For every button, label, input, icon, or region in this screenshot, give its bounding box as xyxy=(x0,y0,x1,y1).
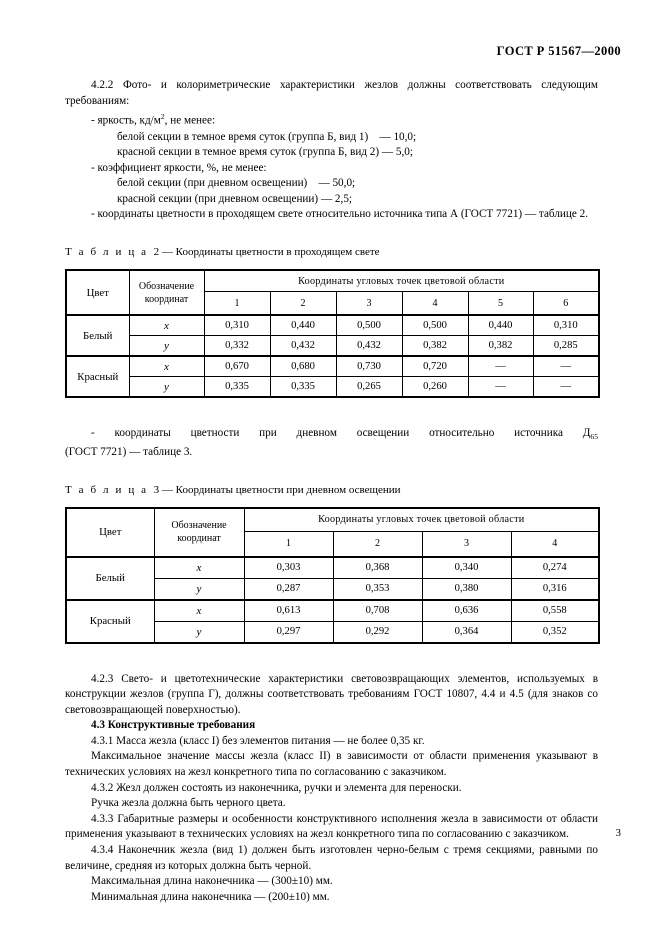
table-3-cell: 0,380 xyxy=(422,578,511,600)
table-2-cell: 0,285 xyxy=(533,336,599,357)
table-3-cell: 0,558 xyxy=(511,600,599,622)
table-row xyxy=(66,356,599,377)
table-2-cell: 0,310 xyxy=(533,315,599,336)
table-3-row-axis: y xyxy=(154,578,244,600)
table-chromaticity-daylight xyxy=(65,507,600,644)
table-2-cell: 0,335 xyxy=(204,377,270,398)
bullet-brightness-text: - яркость, кд/м xyxy=(91,114,161,127)
table-3-header-color: Цвет xyxy=(66,508,154,557)
table-3-header-designation xyxy=(154,508,244,557)
table-3-cell: 0,297 xyxy=(244,621,333,643)
table-3-caption-label: Т а б л и ц а xyxy=(65,483,149,496)
document-body xyxy=(65,78,598,905)
table-2-col-index: 5 xyxy=(468,292,533,316)
table-2-cell: 0,260 xyxy=(402,377,468,398)
spacer-caption-table-2 xyxy=(65,260,598,269)
table-row xyxy=(66,600,599,622)
brightness-red-line xyxy=(65,145,598,161)
table-2-cell: — xyxy=(533,356,599,377)
table-3-cell: 0,636 xyxy=(422,600,511,622)
table-3-header-designation-line1: Обозначение xyxy=(171,520,227,531)
clause-4-3-4-max-length: Максимальная длина наконечника — (300±10) мм. xyxy=(91,875,333,888)
table-2-col-index: 6 xyxy=(533,292,599,316)
clause-4-2-3: 4.2.3 Свето- и цветотехнические характеристики световозвращающих элементов, используемых в конструкции жезлов (группа Г), должны соответствовать требованиям ГОСТ 10807, 4.4 и 4.5 (для знаков со световозвращающей поверхностью). xyxy=(65,672,598,716)
table-row xyxy=(66,557,599,579)
table-2-header-designation xyxy=(129,270,204,315)
table-3-cell: 0,364 xyxy=(422,621,511,643)
table-3-header-row-1 xyxy=(66,508,599,532)
table-2-caption-label: Т а б л и ц а xyxy=(65,246,149,259)
table-2-caption-number: 2 xyxy=(153,246,160,259)
table-2-col-index: 1 xyxy=(204,292,270,316)
table-2-cell: 0,730 xyxy=(336,356,402,377)
table-2-row-axis: x xyxy=(129,356,204,377)
table-2-cell: 0,265 xyxy=(336,377,402,398)
table-2-header-designation-line2: координат xyxy=(144,293,189,305)
coefficient-white-value: — 50,0; xyxy=(318,177,356,190)
coefficient-red-value: — 2,5; xyxy=(320,192,353,205)
table-3-cell: 0,292 xyxy=(333,621,422,643)
table-2-header-color: Цвет xyxy=(66,270,129,315)
bullet-brightness-tail: , не менее: xyxy=(164,114,216,127)
table-2-cell: 0,500 xyxy=(402,315,468,336)
table-2-header-row-1 xyxy=(66,270,599,292)
table-3-cell: 0,352 xyxy=(511,621,599,643)
page-number: 3 xyxy=(615,827,621,839)
table-row xyxy=(66,336,599,357)
spacer-before-table-2 xyxy=(65,223,598,245)
page-header-standard-number: ГОСТ Р 51567—2000 xyxy=(496,44,621,58)
table-2-header-span: Координаты угловых точек цветовой области xyxy=(204,270,599,292)
clause-4-2-2-bullet-coefficient: - коэффициент яркости, %, не менее: xyxy=(91,161,267,174)
chromaticity-daylight-subscript: 65 xyxy=(590,432,598,442)
clause-4-2-2-bullet-chromaticity-a: - координаты цветности в проходящем свете относительно источника типа А (ГОСТ 7721) — таблице 2. xyxy=(91,208,589,221)
brightness-red-label: красной секции в темное время суток (группа Б, вид 2) xyxy=(117,146,380,159)
coefficient-white-line xyxy=(65,176,598,192)
table-2-row-axis: y xyxy=(129,336,204,357)
table-2-cell: 0,310 xyxy=(204,315,270,336)
table-2-cell: 0,440 xyxy=(468,315,533,336)
table-3-row-color: Красный xyxy=(66,600,154,643)
table-3-cell: 0,274 xyxy=(511,557,599,579)
spacer-after-table-3 xyxy=(65,644,598,672)
table-2-caption-text: — Координаты цветности в проходящем свете xyxy=(161,246,380,259)
table-2-col-index: 4 xyxy=(402,292,468,316)
table-2-cell: 0,720 xyxy=(402,356,468,377)
table-row xyxy=(66,377,599,398)
table-3-cell: 0,613 xyxy=(244,600,333,622)
table-3-caption xyxy=(65,483,598,498)
table-2-cell: 0,432 xyxy=(336,336,402,357)
clause-4-3-4-min-length: Минимальная длина наконечника — (200±10) мм. xyxy=(91,890,330,903)
table-3-cell: 0,340 xyxy=(422,557,511,579)
coefficient-red-label: красной секции (при дневном освещении) xyxy=(117,192,319,205)
table-2-cell: 0,382 xyxy=(402,336,468,357)
table-3-header-span: Координаты угловых точек цветовой области xyxy=(244,508,599,532)
table-3-col-index: 4 xyxy=(511,531,599,557)
spacer-after-table-2 xyxy=(65,398,598,426)
table-2-cell: 0,500 xyxy=(336,315,402,336)
heading-4-3: 4.3 Конструктивные требования xyxy=(91,719,256,732)
brightness-white-line xyxy=(65,130,598,146)
table-2-cell: 0,440 xyxy=(270,315,336,336)
table-2-col-index: 3 xyxy=(336,292,402,316)
table-2-row-color: Красный xyxy=(66,356,129,397)
clause-4-3-3: 4.3.3 Габаритные размеры и особенности конструктивного исполнения жезла в зависимости от области применения указывают в технических условиях на жезл конкретного типа по согласованию с заказчиком. xyxy=(65,812,598,841)
table-2-cell: — xyxy=(468,356,533,377)
table-2-cell: 0,382 xyxy=(468,336,533,357)
brightness-white-value: — 10,0; xyxy=(379,130,417,143)
table-3-cell: 0,316 xyxy=(511,578,599,600)
spacer-caption-table-3 xyxy=(65,498,598,507)
table-2-cell: 0,670 xyxy=(204,356,270,377)
clause-4-3-4: 4.3.4 Наконечник жезла (вид 1) должен быть изготовлен черно-белым с тремя секциями, равными по величине, средняя из которых должна быть черной. xyxy=(65,844,598,872)
clause-4-3-1-b: Максимальное значение массы жезла (класс II) в зависимости от области применения указывают в технических условиях на жезл конкретного типа по согласованию с заказчиком. xyxy=(65,750,598,779)
table-3-caption-text: — Координаты цветности при дневном освещении xyxy=(161,483,401,496)
table-2-header-designation-line1: Обозначение xyxy=(138,280,195,292)
table-2-cell: 0,332 xyxy=(204,336,270,357)
spacer-before-table-3 xyxy=(65,461,598,483)
table-3-cell: 0,287 xyxy=(244,578,333,600)
chromaticity-daylight-text: - координаты цветности при дневном освещении относительно источника Д xyxy=(91,427,591,440)
table-2-col-index: 2 xyxy=(270,292,336,316)
coefficient-white-label: белой секции (при дневном освещении) xyxy=(117,177,308,190)
table-3-cell: 0,708 xyxy=(333,600,422,622)
chromaticity-daylight-line-2: (ГОСТ 7721) — таблице 3. xyxy=(65,445,193,458)
table-3-cell: 0,303 xyxy=(244,557,333,579)
brightness-white-label: белой секции в темное время суток (группа Б, вид 1) xyxy=(117,130,369,143)
table-3-col-index: 2 xyxy=(333,531,422,557)
bullet-brightness-exponent: 2 xyxy=(160,112,165,122)
table-2-row-axis: x xyxy=(129,315,204,336)
table-chromaticity-transmitted-light xyxy=(65,269,600,398)
table-2-cell: 0,680 xyxy=(270,356,336,377)
table-3-row-axis: x xyxy=(154,557,244,579)
table-3-cell: 0,368 xyxy=(333,557,422,579)
chromaticity-daylight-line-1 xyxy=(65,426,598,445)
clause-4-3-1-a: 4.3.1 Масса жезла (класс I) без элементов питания — не более 0,35 кг. xyxy=(91,734,425,747)
table-2-cell: 0,432 xyxy=(270,336,336,357)
table-3-row-color: Белый xyxy=(66,557,154,600)
table-3-cell: 0,353 xyxy=(333,578,422,600)
brightness-red-value: — 5,0; xyxy=(381,146,413,159)
table-3-caption-number: 3 xyxy=(153,483,160,496)
table-3-header-designation-line2: координат xyxy=(177,533,221,544)
table-2-cell: — xyxy=(468,377,533,398)
table-3-col-index: 3 xyxy=(422,531,511,557)
table-2-cell: 0,335 xyxy=(270,377,336,398)
clause-4-2-2-intro: 4.2.2 Фото- и колориметрические характеристики жезлов должны соответствовать следующим требованиям: xyxy=(65,79,598,107)
table-2-row-axis: y xyxy=(129,377,204,398)
table-2-row-color: Белый xyxy=(66,315,129,356)
table-3-row-axis: y xyxy=(154,621,244,643)
table-2-cell: — xyxy=(533,377,599,398)
table-3-col-index: 1 xyxy=(244,531,333,557)
table-3-row-axis: x xyxy=(154,600,244,622)
coefficient-red-line xyxy=(65,192,598,208)
clause-4-2-2-bullet-brightness xyxy=(65,109,598,129)
table-2-caption xyxy=(65,245,598,260)
clause-4-3-2-a: 4.3.2 Жезл должен состоять из наконечника, ручки и элемента для переноски. xyxy=(91,781,462,794)
table-row xyxy=(66,315,599,336)
clause-4-3-2-b: Ручка жезла должна быть черного цвета. xyxy=(91,797,286,810)
